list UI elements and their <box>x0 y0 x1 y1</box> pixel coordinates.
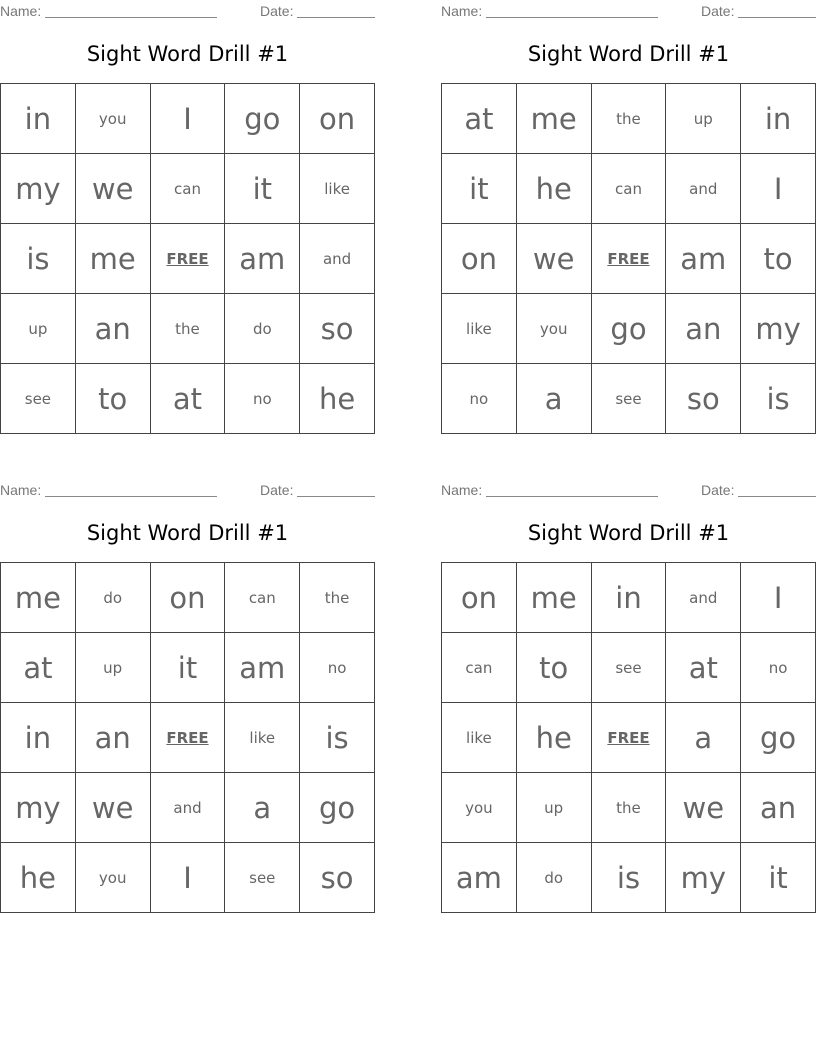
word-cell: my <box>741 294 816 364</box>
word-cell: to <box>741 224 816 294</box>
word-cell: is <box>741 364 816 434</box>
card-title: Sight Word Drill #1 <box>86 521 289 545</box>
word-cell: the <box>300 563 375 633</box>
name-label: Name: <box>441 482 483 498</box>
word-cell: an <box>76 703 151 773</box>
word-cell: at <box>151 364 226 434</box>
word-cell: a <box>225 773 300 843</box>
word-cell: we <box>517 224 592 294</box>
word-cell: see <box>1 364 76 434</box>
word-cell: go <box>741 703 816 773</box>
word-cell: to <box>517 633 592 703</box>
word-cell: can <box>442 633 517 703</box>
word-grid <box>441 562 816 913</box>
free-space: FREE <box>151 224 226 294</box>
word-cell: up <box>76 633 151 703</box>
date-blank <box>297 17 375 18</box>
word-cell: at <box>666 633 741 703</box>
word-cell: my <box>1 154 76 224</box>
card-title: Sight Word Drill #1 <box>527 521 730 545</box>
word-cell: me <box>517 563 592 633</box>
word-cell: no <box>741 633 816 703</box>
word-cell: we <box>76 154 151 224</box>
word-cell: like <box>225 703 300 773</box>
word-cell: an <box>76 294 151 364</box>
card-header <box>441 482 816 498</box>
word-cell: go <box>225 84 300 154</box>
word-cell: to <box>76 364 151 434</box>
date-blank <box>297 496 375 497</box>
word-cell: at <box>442 84 517 154</box>
word-cell: me <box>1 563 76 633</box>
word-cell: do <box>76 563 151 633</box>
word-cell: so <box>300 843 375 913</box>
word-cell: am <box>225 224 300 294</box>
word-cell: go <box>300 773 375 843</box>
word-grid <box>0 562 375 913</box>
word-cell: like <box>442 703 517 773</box>
word-cell: is <box>1 224 76 294</box>
word-cell: in <box>1 703 76 773</box>
word-cell: he <box>517 703 592 773</box>
word-cell: it <box>741 843 816 913</box>
word-cell: so <box>300 294 375 364</box>
date-blank <box>738 496 816 497</box>
word-cell: like <box>442 294 517 364</box>
word-cell: the <box>151 294 226 364</box>
word-cell: you <box>442 773 517 843</box>
word-cell: a <box>666 703 741 773</box>
date-label: Date: <box>260 3 294 19</box>
word-cell: do <box>517 843 592 913</box>
word-cell: and <box>666 563 741 633</box>
word-cell: up <box>517 773 592 843</box>
word-cell: no <box>225 364 300 434</box>
word-cell: my <box>666 843 741 913</box>
word-cell: you <box>76 84 151 154</box>
word-cell: it <box>225 154 300 224</box>
word-cell: go <box>592 294 667 364</box>
word-cell: me <box>76 224 151 294</box>
date-label: Date: <box>260 482 294 498</box>
word-cell: no <box>300 633 375 703</box>
word-cell: in <box>1 84 76 154</box>
word-cell: it <box>442 154 517 224</box>
word-cell: am <box>225 633 300 703</box>
word-cell: a <box>517 364 592 434</box>
word-cell: the <box>592 773 667 843</box>
word-cell: it <box>151 633 226 703</box>
word-cell: so <box>666 364 741 434</box>
word-cell: on <box>151 563 226 633</box>
word-cell: can <box>592 154 667 224</box>
word-cell: an <box>741 773 816 843</box>
word-cell: on <box>300 84 375 154</box>
word-cell: at <box>1 633 76 703</box>
word-cell: I <box>741 563 816 633</box>
name-blank <box>486 17 658 18</box>
word-cell: up <box>1 294 76 364</box>
word-cell: in <box>592 563 667 633</box>
word-cell: on <box>442 224 517 294</box>
word-cell: you <box>517 294 592 364</box>
word-cell: like <box>300 154 375 224</box>
word-cell: we <box>76 773 151 843</box>
word-cell: an <box>666 294 741 364</box>
word-cell: I <box>741 154 816 224</box>
free-space: FREE <box>151 703 226 773</box>
name-blank <box>486 496 658 497</box>
word-cell: and <box>151 773 226 843</box>
word-cell: he <box>517 154 592 224</box>
name-blank <box>45 17 217 18</box>
name-label: Name: <box>441 3 483 19</box>
word-cell: is <box>592 843 667 913</box>
date-label: Date: <box>701 3 735 19</box>
word-cell: you <box>76 843 151 913</box>
word-grid <box>0 83 375 434</box>
word-cell: see <box>592 364 667 434</box>
word-cell: can <box>151 154 226 224</box>
word-cell: in <box>741 84 816 154</box>
date-label: Date: <box>701 482 735 498</box>
word-cell: am <box>666 224 741 294</box>
name-label: Name: <box>0 3 42 19</box>
card-header <box>441 3 816 19</box>
word-cell: am <box>442 843 517 913</box>
word-cell: he <box>300 364 375 434</box>
word-cell: see <box>225 843 300 913</box>
word-cell: he <box>1 843 76 913</box>
word-cell: can <box>225 563 300 633</box>
card-header <box>0 482 375 498</box>
word-cell: is <box>300 703 375 773</box>
word-cell: on <box>442 563 517 633</box>
word-cell: me <box>517 84 592 154</box>
name-blank <box>45 496 217 497</box>
word-cell: I <box>151 843 226 913</box>
word-cell: the <box>592 84 667 154</box>
word-cell: do <box>225 294 300 364</box>
word-cell: my <box>1 773 76 843</box>
name-label: Name: <box>0 482 42 498</box>
word-cell: we <box>666 773 741 843</box>
word-cell: see <box>592 633 667 703</box>
word-cell: and <box>300 224 375 294</box>
word-cell: and <box>666 154 741 224</box>
free-space: FREE <box>592 224 667 294</box>
word-cell: I <box>151 84 226 154</box>
word-grid <box>441 83 816 434</box>
card-title: Sight Word Drill #1 <box>86 42 289 66</box>
date-blank <box>738 17 816 18</box>
free-space: FREE <box>592 703 667 773</box>
word-cell: up <box>666 84 741 154</box>
card-header <box>0 3 375 19</box>
card-title: Sight Word Drill #1 <box>527 42 730 66</box>
word-cell: no <box>442 364 517 434</box>
